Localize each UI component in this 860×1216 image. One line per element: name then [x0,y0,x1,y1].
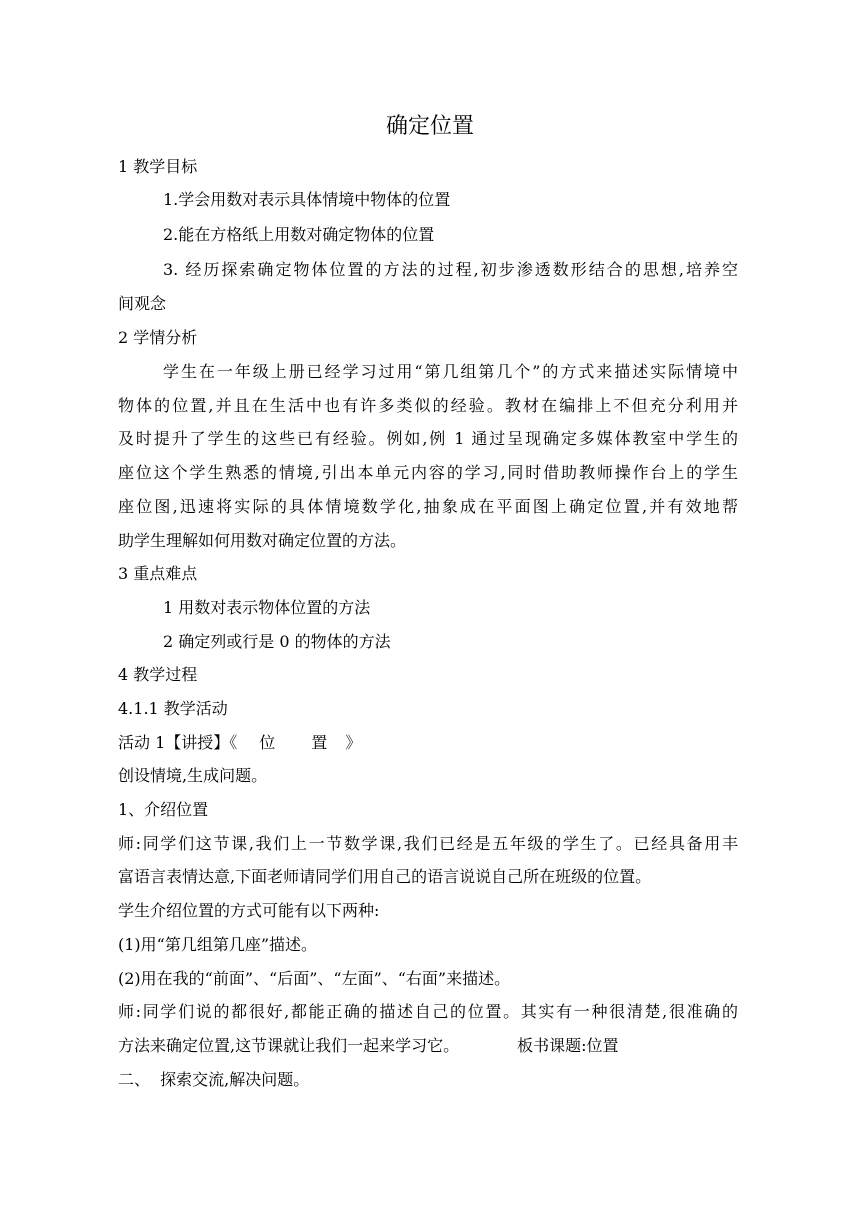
step-intro: 创设情境,生成问题。 [118,766,268,785]
teacher-line-4 [118,1035,738,1057]
subsection-heading: 4.1.1 教学活动 [118,699,228,718]
student-intro-line: 学生介绍位置的方式可能有以下两种: [118,901,380,920]
keypoint-item-2: 2 确定列或行是 0 的物体的方法 [163,632,391,651]
objective-item-3-line-2: 间观念 [118,294,167,313]
section-heading-keypoints: 3 重点难点 [118,564,198,583]
analysis-line-4: 座位这个学生熟悉的情境,引出本单元内容的学习,同时借助教师操作台上的学生 [118,463,738,482]
teacher-line-3: 师:同学们说的都很好,都能正确的描述自己的位置。其实有一种很清楚,很准确的 [118,1002,738,1021]
activity-prefix: 活动 1【讲授】《 [118,733,238,752]
board-title: 板书课题:位置 [517,1036,619,1055]
section-heading-objectives: 1 教学目标 [118,157,198,176]
objective-item-1: 1.学会用数对表示具体情境中物体的位置 [163,190,451,209]
analysis-line-1: 学生在一年级上册已经学习过用“第几组第几个”的方式来描述实际情境中 [163,362,738,381]
activity-word-1: 位 [259,733,276,752]
option-2: (2)用在我的“前面”、“后面”、“左面”、“右面”来描述。 [118,969,511,988]
teacher-line-1: 师:同学们这节课,我们上一节数学课,我们已经是五年级的学生了。已经具备用丰 [118,834,738,853]
activity-suffix: 》 [345,733,362,752]
teacher-line-2: 富语言表情达意,下面老师请同学们用自己的语言说说自己所在班级的位置。 [118,867,652,886]
step-2-heading: 二、 探索交流,解决问题。 [118,1070,310,1089]
teacher-line-4-text: 方法来确定位置,这节课就让我们一起来学习它。 [118,1036,460,1055]
section-heading-process: 4 教学过程 [118,665,198,684]
activity-title [118,732,738,754]
page-title: 确定位置 [385,114,474,139]
analysis-line-5: 座位图,迅速将实际的具体情境数学化,抽象成在平面图上确定位置,并有效地帮 [118,497,738,516]
analysis-line-3: 及时提升了学生的这些已有经验。例如,例 1 通过呈现确定多媒体教室中学生的 [118,429,738,448]
step-1-heading: 1、介绍位置 [118,800,209,819]
keypoint-item-1: 1 用数对表示物体位置的方法 [163,598,371,617]
analysis-line-6: 助学生理解如何用数对确定位置的方法。 [118,531,407,550]
objective-item-2: 2.能在方格纸上用数对确定物体的位置 [163,225,435,244]
section-heading-analysis: 2 学情分析 [118,328,198,347]
analysis-line-2: 物体的位置,并且在生活中也有许多类似的经验。教材在编排上不但充分利用并 [118,396,738,415]
objective-item-3-line-1: 3. 经历探索确定物体位置的方法的过程,初步渗透数形结合的思想,培养空 [163,260,738,279]
option-1: (1)用“第几组第几座”描述。 [118,935,318,954]
activity-word-2: 置 [311,733,328,752]
